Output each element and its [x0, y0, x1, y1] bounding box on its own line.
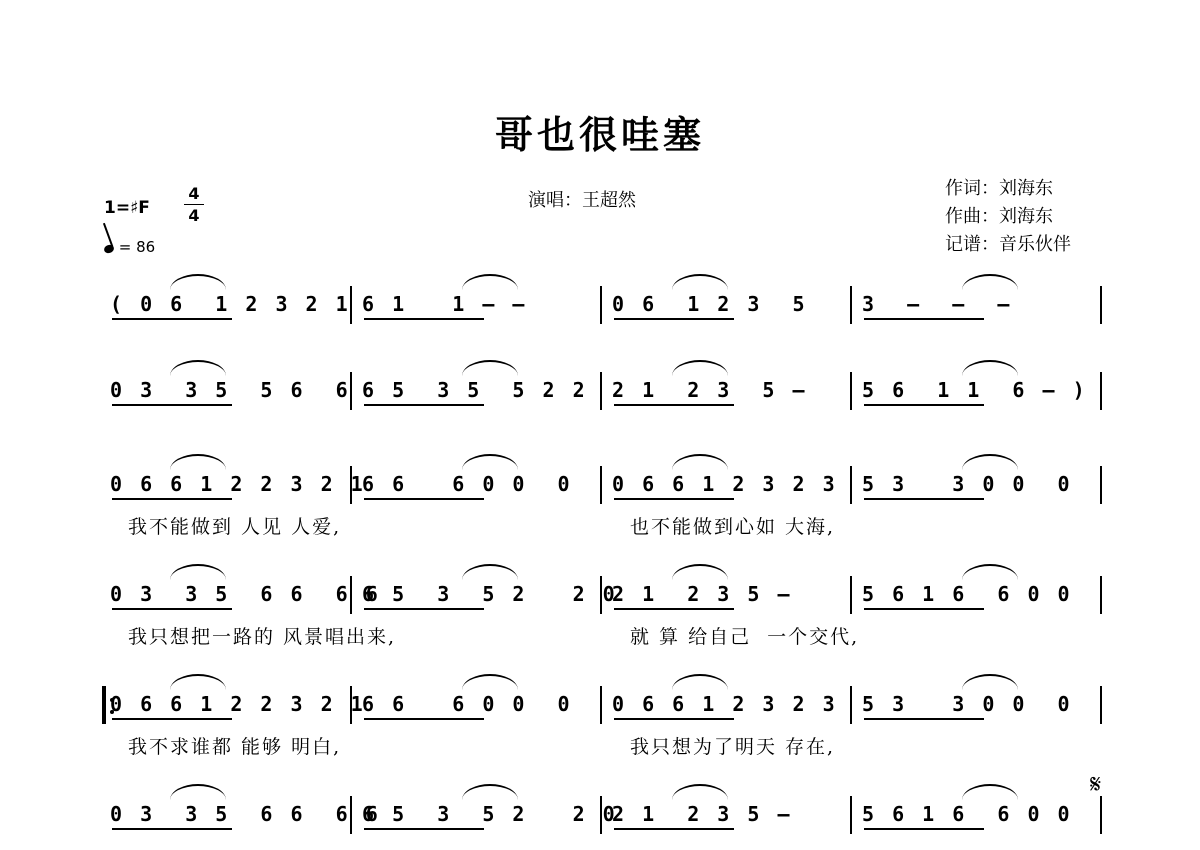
tempo-value: = 86: [118, 238, 156, 256]
notation-row: [100, 286, 1110, 330]
measure: 0 3 3 5 6 6 6 6: [110, 802, 381, 826]
measure: 2 1 2 3 5 –: [612, 378, 808, 402]
beam-underline: [112, 828, 232, 830]
tie-slur: [672, 674, 728, 690]
tie-slur: [170, 564, 226, 580]
measure: 3 – – –: [862, 292, 1013, 316]
tie-slur: [462, 784, 518, 800]
measure: 6 1 1 – –: [362, 292, 528, 316]
tie-slur: [462, 274, 518, 290]
measure: 0 3 3 5 5 6 6: [110, 378, 351, 402]
key-signature: 1=♯F: [104, 198, 150, 218]
transcriber-credit: 记谱：音乐伙伴: [945, 234, 1071, 255]
tie-slur: [170, 360, 226, 376]
measure: 5 3 3 0 0 0: [862, 472, 1073, 496]
barline: [850, 286, 852, 324]
barline: [1100, 796, 1102, 834]
measure: ( 0 6 1 2 3 2 1: [110, 292, 351, 316]
beam-underline: [112, 498, 232, 500]
measure: 0 6 1 2 3 5: [612, 292, 808, 316]
tie-slur: [672, 274, 728, 290]
tie-slur: [462, 454, 518, 470]
beam-underline: [112, 404, 232, 406]
barline: [850, 466, 852, 504]
song-title: 哥也很哇塞: [494, 112, 705, 157]
beam-underline: [864, 404, 984, 406]
tie-slur: [962, 564, 1018, 580]
beam-underline: [864, 718, 984, 720]
measure: 5 6 1 6 6 0 0: [862, 582, 1073, 606]
lyric-line: 我不能做到 人见 人爱,: [128, 516, 342, 538]
tie-slur: [962, 784, 1018, 800]
notation-row: [100, 796, 1110, 840]
barline: [850, 796, 852, 834]
time-signature: [184, 184, 204, 225]
notation-row: [100, 466, 1110, 538]
measure: 6 5 3 5 2 2 0: [362, 582, 618, 606]
beam-underline: [864, 828, 984, 830]
barline: [850, 686, 852, 724]
beam-underline: [864, 318, 984, 320]
measure: 5 6 1 6 6 0 0: [862, 802, 1073, 826]
lyric-line: 我不求谁都 能够 明白,: [128, 736, 342, 758]
singer-credit: 演唱：王超然: [528, 190, 636, 211]
segno-icon: 𝄋: [1090, 770, 1102, 800]
tie-slur: [462, 564, 518, 580]
time-signature-bottom: 4: [188, 206, 200, 225]
barline: [600, 286, 602, 324]
tie-slur: [962, 454, 1018, 470]
barline: [600, 466, 602, 504]
beam-underline: [112, 718, 232, 720]
beam-underline: [112, 608, 232, 610]
beam-underline: [112, 318, 232, 320]
tie-slur: [170, 274, 226, 290]
beam-underline: [364, 318, 484, 320]
quarter-note-icon: [103, 244, 115, 255]
tie-slur: [672, 784, 728, 800]
beam-underline: [614, 828, 734, 830]
tie-slur: [170, 454, 226, 470]
beam-underline: [364, 404, 484, 406]
tie-slur: [672, 454, 728, 470]
barline: [1100, 466, 1102, 504]
lyric-line: 我只想为了明天 存在,: [630, 736, 836, 758]
measure: 2 1 2 3 5 –: [612, 802, 793, 826]
lyric-line: 我只想把一路的 风景唱出来,: [128, 626, 397, 648]
measure: 5 6 1 1 6 – ): [862, 378, 1088, 402]
measure: 0 6 6 1 2 3 2 3: [612, 472, 838, 496]
tie-slur: [170, 784, 226, 800]
beam-underline: [364, 608, 484, 610]
repeat-start-barline: [102, 686, 106, 724]
tie-slur: [962, 674, 1018, 690]
beam-underline: [614, 608, 734, 610]
tie-slur: [962, 274, 1018, 290]
barline: [1100, 372, 1102, 410]
notation-row: [100, 686, 1110, 758]
beam-underline: [364, 828, 484, 830]
tie-slur: [672, 360, 728, 376]
barline: [600, 372, 602, 410]
tie-slur: [462, 360, 518, 376]
measure: 0 3 3 5 6 6 6 6: [110, 582, 381, 606]
beam-underline: [864, 498, 984, 500]
composer-credit: 作曲：刘海东: [945, 206, 1053, 227]
barline: [1100, 686, 1102, 724]
measure: 6 5 3 5 2 2 0: [362, 802, 618, 826]
notation-row: [100, 372, 1110, 416]
measure: 0 6 6 1 2 2 3 2 1: [110, 472, 366, 496]
barline: [600, 686, 602, 724]
measure: 6 5 3 5 5 2 2: [362, 378, 588, 402]
lyric-line: 也不能做到心如 大海,: [630, 516, 836, 538]
beam-underline: [364, 718, 484, 720]
measure: 5 3 3 0 0 0: [862, 692, 1073, 716]
beam-underline: [614, 404, 734, 406]
beam-underline: [614, 498, 734, 500]
tie-slur: [962, 360, 1018, 376]
barline: [1100, 286, 1102, 324]
measure: 2 1 2 3 5 –: [612, 582, 793, 606]
measure: 6 6 6 0 0 0: [362, 472, 573, 496]
barline: [850, 372, 852, 410]
tie-slur: [672, 564, 728, 580]
measure: 6 6 6 0 0 0: [362, 692, 573, 716]
beam-underline: [614, 718, 734, 720]
beam-underline: [364, 498, 484, 500]
time-signature-divider: [184, 204, 204, 205]
measure: 0 6 6 1 2 3 2 3: [612, 692, 838, 716]
measure: 0 6 6 1 2 2 3 2 1: [110, 692, 366, 716]
tie-slur: [462, 674, 518, 690]
beam-underline: [864, 608, 984, 610]
notation-row: [100, 576, 1110, 648]
lyric-line: 就 算 给自己 一个交代,: [630, 626, 860, 648]
beam-underline: [614, 318, 734, 320]
tie-slur: [170, 674, 226, 690]
tempo-marking: [104, 238, 155, 256]
time-signature-top: 4: [188, 184, 200, 203]
barline: [1100, 576, 1102, 614]
lyricist-credit: 作词：刘海东: [945, 178, 1053, 199]
barline: [850, 576, 852, 614]
